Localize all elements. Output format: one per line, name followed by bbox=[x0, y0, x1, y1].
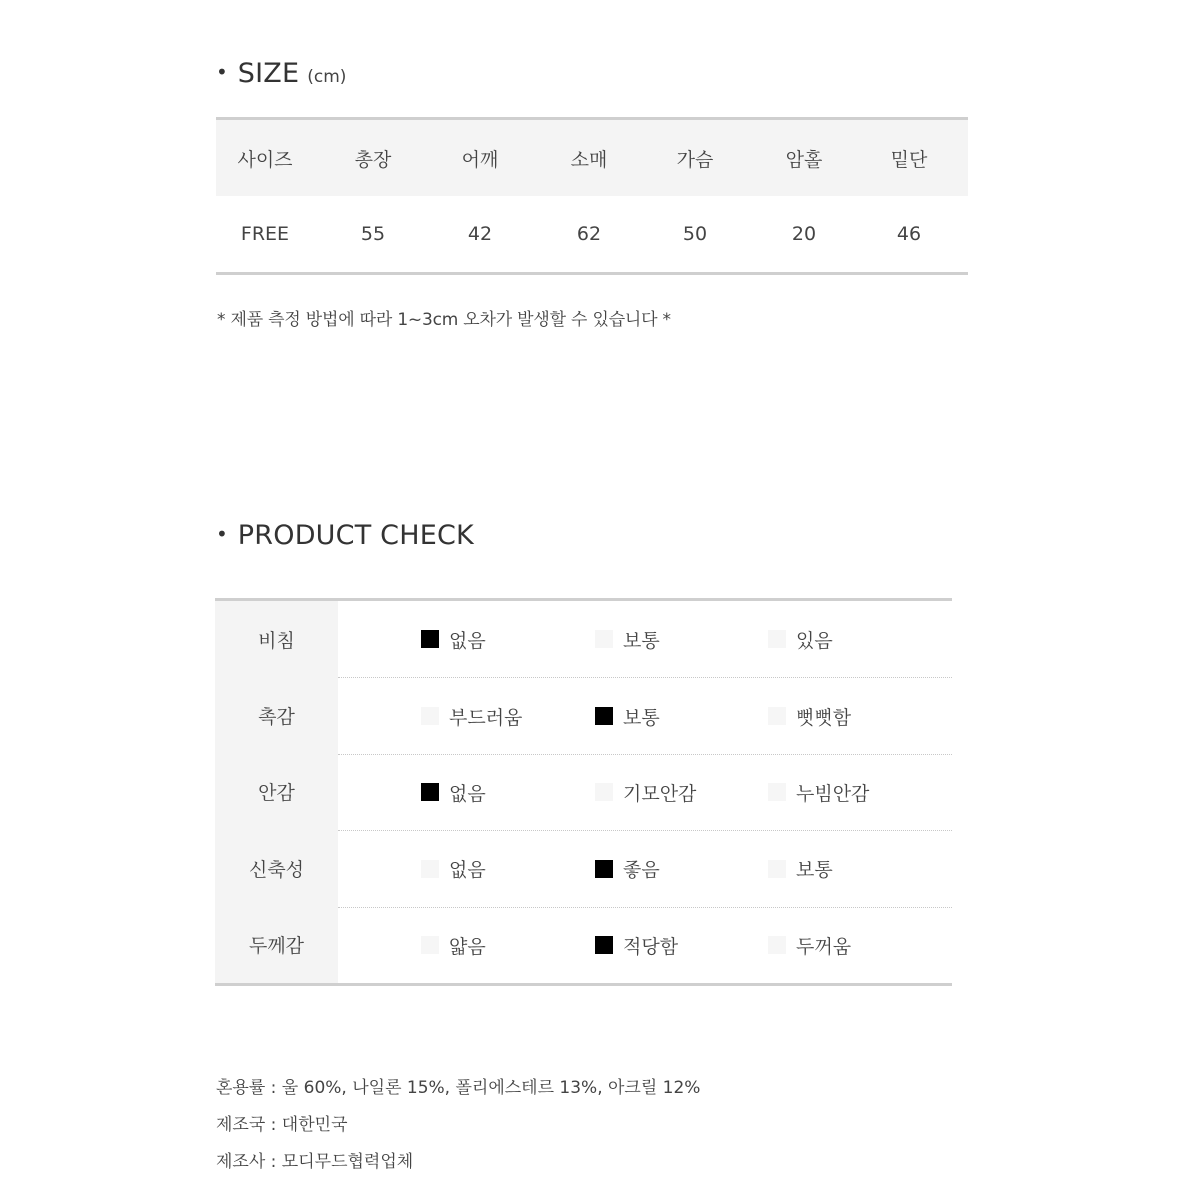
product-check-title bbox=[216, 520, 474, 551]
size-table bbox=[216, 117, 968, 275]
bullet: • bbox=[216, 60, 228, 84]
check-option bbox=[595, 601, 660, 677]
composition-info: 혼용률 : 울 60%, 나일론 15%, 폴리에스테르 13%, 아크릴 12% bbox=[216, 1078, 701, 1098]
checkbox-icon bbox=[595, 630, 613, 648]
checkbox-icon bbox=[595, 860, 613, 878]
header-cell: 암홀 bbox=[785, 148, 823, 171]
header-cell: 사이즈 bbox=[237, 148, 293, 171]
option-label: 없음 bbox=[449, 859, 486, 882]
option-label: 보통 bbox=[623, 706, 660, 729]
header-cell: 소매 bbox=[570, 148, 608, 171]
size-title: SIZE bbox=[237, 58, 300, 89]
check-option bbox=[595, 678, 660, 753]
check-option bbox=[421, 601, 486, 677]
option-label: 없음 bbox=[449, 629, 486, 652]
option-label: 얇음 bbox=[449, 935, 486, 958]
checkbox-icon bbox=[421, 707, 439, 725]
check-label-column bbox=[215, 601, 338, 983]
option-label: 있음 bbox=[796, 629, 833, 652]
option-label: 뻣뻣함 bbox=[796, 706, 852, 729]
measurement-note: * 제품 측정 방법에 따라 1~3cm 오차가 발생할 수 있습니다 * bbox=[217, 310, 671, 330]
check-row bbox=[338, 677, 952, 753]
option-label: 없음 bbox=[449, 782, 486, 805]
country-info: 제조국 : 대한민국 bbox=[216, 1115, 348, 1135]
table-cell: 55 bbox=[360, 223, 386, 245]
checkbox-icon bbox=[768, 630, 786, 648]
check-options-column bbox=[338, 601, 952, 983]
size-table-header bbox=[216, 120, 968, 196]
check-row bbox=[338, 907, 952, 983]
option-label: 좋음 bbox=[623, 859, 660, 882]
header-cell: 총장 bbox=[354, 148, 392, 171]
check-row-label: 신축성 bbox=[248, 858, 305, 881]
checkbox-icon bbox=[421, 860, 439, 878]
checkbox-icon bbox=[595, 707, 613, 725]
option-label: 두꺼움 bbox=[796, 935, 852, 958]
table-cell: 42 bbox=[467, 223, 493, 245]
table-cell: FREE bbox=[240, 223, 290, 245]
table-cell: 62 bbox=[576, 223, 602, 245]
option-label: 기모안감 bbox=[623, 782, 697, 805]
option-label: 누빔안감 bbox=[796, 782, 870, 805]
checkbox-icon bbox=[768, 936, 786, 954]
manufacturer-info: 제조사 : 모디무드협력업체 bbox=[216, 1152, 414, 1172]
checkbox-icon bbox=[421, 936, 439, 954]
option-label: 적당함 bbox=[623, 935, 679, 958]
option-label: 부드러움 bbox=[449, 706, 523, 729]
check-row bbox=[338, 830, 952, 906]
check-option bbox=[768, 678, 851, 753]
check-row bbox=[338, 601, 952, 677]
check-row-label: 비침 bbox=[258, 629, 295, 652]
bullet: • bbox=[216, 522, 228, 546]
checkbox-icon bbox=[421, 783, 439, 801]
checkbox-icon bbox=[595, 783, 613, 801]
check-row-label: 안감 bbox=[258, 782, 295, 805]
check-option bbox=[768, 908, 851, 983]
check-option bbox=[595, 755, 696, 830]
check-title: PRODUCT CHECK bbox=[237, 520, 474, 551]
size-section-title bbox=[216, 58, 346, 89]
check-option bbox=[768, 601, 833, 677]
check-option bbox=[421, 908, 486, 983]
check-option bbox=[421, 755, 486, 830]
check-row-label: 촉감 bbox=[258, 706, 295, 729]
check-option bbox=[768, 755, 869, 830]
check-option bbox=[595, 908, 678, 983]
check-option bbox=[595, 831, 660, 906]
checkbox-icon bbox=[595, 936, 613, 954]
check-option bbox=[421, 831, 486, 906]
header-cell: 어깨 bbox=[461, 148, 499, 171]
table-cell: 20 bbox=[791, 223, 817, 245]
header-cell: 밑단 bbox=[890, 148, 928, 171]
checkbox-icon bbox=[768, 707, 786, 725]
option-label: 보통 bbox=[796, 859, 833, 882]
option-label: 보통 bbox=[623, 629, 660, 652]
check-row bbox=[338, 754, 952, 830]
table-cell: 50 bbox=[682, 223, 708, 245]
checkbox-icon bbox=[768, 783, 786, 801]
header-cell: 가슴 bbox=[676, 148, 714, 171]
check-option bbox=[768, 831, 833, 906]
product-check-table bbox=[215, 598, 952, 986]
check-row-label: 두께감 bbox=[248, 935, 305, 958]
checkbox-icon bbox=[768, 860, 786, 878]
check-option bbox=[421, 678, 522, 753]
table-cell: 46 bbox=[896, 223, 922, 245]
size-table-row bbox=[216, 196, 968, 272]
size-unit: (cm) bbox=[307, 67, 347, 87]
checkbox-icon bbox=[421, 630, 439, 648]
